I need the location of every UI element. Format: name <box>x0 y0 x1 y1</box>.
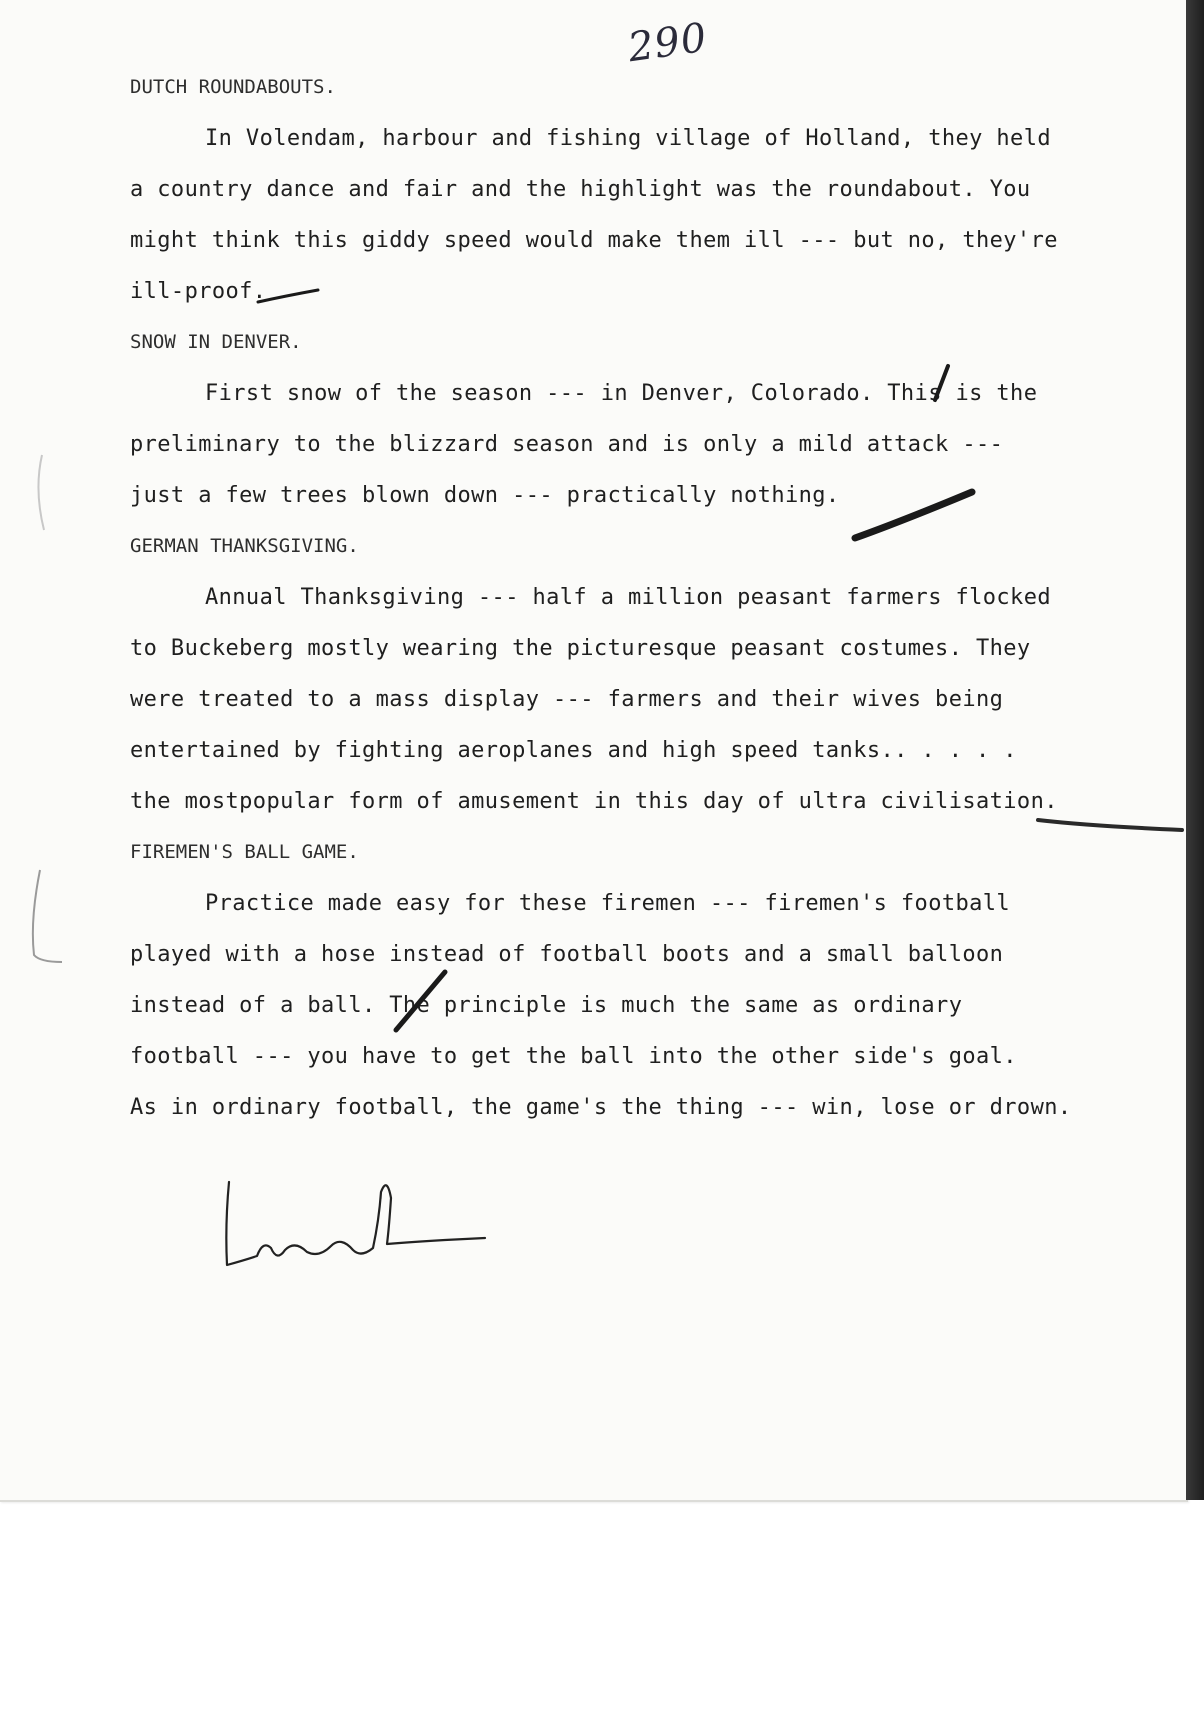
text-line: just a few trees blown down --- practically nothing. <box>130 483 840 508</box>
handwritten-signature <box>215 1170 495 1280</box>
section-heading: GERMAN THANKSGIVING. <box>130 535 359 557</box>
text-line: ill-proof. <box>130 279 267 304</box>
text-line: the mostpopular form of amusement in this day of ultra civilisation. <box>130 789 1058 814</box>
scan-edge <box>1186 0 1204 1500</box>
text-line: First snow of the season --- in Denver, Colorado. This is the <box>205 381 1038 406</box>
section-heading: DUTCH ROUNDABOUTS. <box>130 76 336 98</box>
text-line: football --- you have to get the ball into the other side's goal. <box>130 1044 1017 1069</box>
text-line: to Buckeberg mostly wearing the picturesque peasant costumes. They <box>130 636 1031 661</box>
text-line: a country dance and fair and the highlight was the roundabout. You <box>130 177 1031 202</box>
text-line: played with a hose instead of football boots and a small balloon <box>130 942 1004 967</box>
text-line: In Volendam, harbour and fishing village of Holland, they held <box>205 126 1051 151</box>
text-line: Practice made easy for these firemen --- firemen's football <box>205 891 1011 916</box>
text-line: entertained by fighting aeroplanes and high speed tanks.. . . . . <box>130 738 1017 763</box>
section-heading: SNOW IN DENVER. <box>130 331 302 353</box>
text-line: Annual Thanksgiving --- half a million peasant farmers flocked <box>205 585 1051 610</box>
text-line: preliminary to the blizzard season and is only a mild attack --- <box>130 432 1004 457</box>
text-line: instead of a ball. The principle is much the same as ordinary <box>130 993 963 1018</box>
text-line: might think this giddy speed would make them ill --- but no, they're <box>130 228 1058 253</box>
text-line: were treated to a mass display --- farmers and their wives being <box>130 687 1004 712</box>
section-heading: FIREMEN'S BALL GAME. <box>130 841 359 863</box>
page-number: 290 <box>625 14 711 72</box>
text-line: As in ordinary football, the game's the thing --- win, lose or drown. <box>130 1095 1072 1120</box>
document-body <box>130 62 1170 1133</box>
